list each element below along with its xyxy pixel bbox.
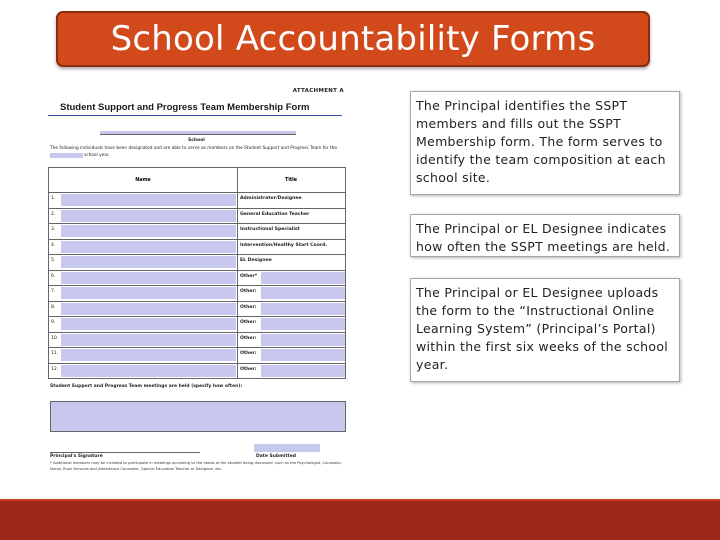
table-row: [48, 333, 346, 349]
row-number: 5.: [51, 258, 56, 263]
row-title: Other*: [240, 273, 258, 279]
row-number: 2.: [51, 211, 56, 217]
table-row: [48, 286, 346, 302]
row-number: 6.: [51, 273, 56, 279]
title-field: [261, 349, 345, 361]
name-field: [61, 194, 236, 206]
table-row: [48, 209, 346, 225]
slide-title-bar: [56, 11, 650, 67]
row-number: 3.: [51, 227, 56, 232]
table-row: [48, 317, 346, 333]
name-field: [61, 241, 236, 253]
name-field: [61, 334, 236, 346]
row-title: Other:: [240, 351, 257, 356]
row-title: Other:: [240, 320, 257, 325]
intro-text-before: The following individuals have been designated and are able to serve as members on the Student Support and Progress Team for the: [50, 146, 337, 151]
name-field: [61, 210, 236, 222]
row-number: 10.: [51, 335, 59, 341]
date-field: [254, 444, 320, 452]
row-number: 7.: [51, 289, 56, 294]
callout-meeting-frequency: The Principal or EL Designee indicates how often the SSPT meetings are held.: [410, 214, 680, 257]
principal-signature-label: Principal's Signature: [50, 454, 103, 459]
table-row: [48, 255, 346, 271]
row-title: Instructional Specialist: [240, 227, 300, 232]
footer-bar: [0, 499, 720, 540]
table-row: [48, 240, 346, 256]
school-year-field: ____: [50, 153, 83, 158]
row-number: 9.: [51, 320, 56, 325]
col-name-header: Name: [49, 168, 238, 192]
title-field: [261, 365, 345, 377]
school-label: School: [188, 138, 205, 143]
name-field: [61, 256, 236, 268]
name-field: [61, 318, 236, 330]
row-number: 1.: [51, 196, 56, 201]
table-row: [48, 193, 346, 209]
callout-upload-form: The Principal or EL Designee uploads the form to the “Instructional Online Learning System” (Principal’s Portal) within the first six weeks of the school year.: [410, 278, 680, 382]
form-intro: [50, 145, 344, 159]
attachment-label: ATTACHMENT A: [292, 88, 344, 94]
row-title: Other:: [240, 366, 257, 372]
slide-title: School Accountability Forms: [110, 19, 596, 59]
meetings-label: Student Support and Progress Team meetings are held (specify how often):: [50, 384, 243, 389]
name-field: [61, 365, 236, 377]
title-field: [261, 272, 345, 284]
name-field: [61, 287, 236, 299]
title-field: [261, 303, 345, 315]
row-title: Other:: [240, 304, 257, 310]
title-underline: [48, 115, 342, 116]
row-number: 12.: [51, 366, 59, 372]
table-row: [48, 224, 346, 240]
table-row: [48, 302, 346, 318]
table-row: [48, 271, 346, 287]
signature-line: [50, 449, 200, 453]
school-name-field: [100, 131, 296, 135]
row-number: 11.: [51, 351, 59, 356]
title-field: [261, 287, 345, 299]
name-field: [61, 225, 236, 237]
name-field: [61, 349, 236, 361]
row-title: EL Designee: [240, 258, 272, 263]
name-field: [61, 272, 236, 284]
form-title: Student Support and Progress Team Membership Form: [60, 102, 310, 113]
table-row: [48, 348, 346, 364]
meetings-frequency-field: [50, 401, 346, 432]
date-submitted-label: Date Submitted: [256, 454, 297, 459]
table-header: [48, 167, 346, 193]
row-title: Intervention/Healthy Start Coord.: [240, 242, 328, 248]
row-title: General Education Teacher: [240, 211, 310, 217]
row-title: Other:: [240, 335, 257, 341]
row-number: 4.: [51, 242, 56, 248]
name-field: [61, 303, 236, 315]
title-field: [261, 334, 345, 346]
row-title: Other:: [240, 289, 257, 294]
row-number: 8.: [51, 304, 56, 310]
title-field: [261, 318, 345, 330]
sspt-form-image: [48, 88, 354, 480]
callout-identify-members: The Principal identifies the SSPT members and fills out the SSPT Membership form. The form serves to identify the team composition at each school site.: [410, 91, 680, 195]
form-footnote: * Additional members may be included to participate in meetings according to the needs of the student being discussed, such as the Psychologist, Counselor, Nurse, Pupil Services and Attendance Counselor, Special Education Teacher or Designee, etc.: [50, 461, 343, 471]
table-row: [48, 364, 346, 380]
intro-text-after: school year.: [83, 153, 110, 158]
col-title-header: Title: [284, 177, 298, 183]
row-title: Administrator/Designee: [240, 196, 302, 201]
member-rows: [48, 193, 346, 379]
